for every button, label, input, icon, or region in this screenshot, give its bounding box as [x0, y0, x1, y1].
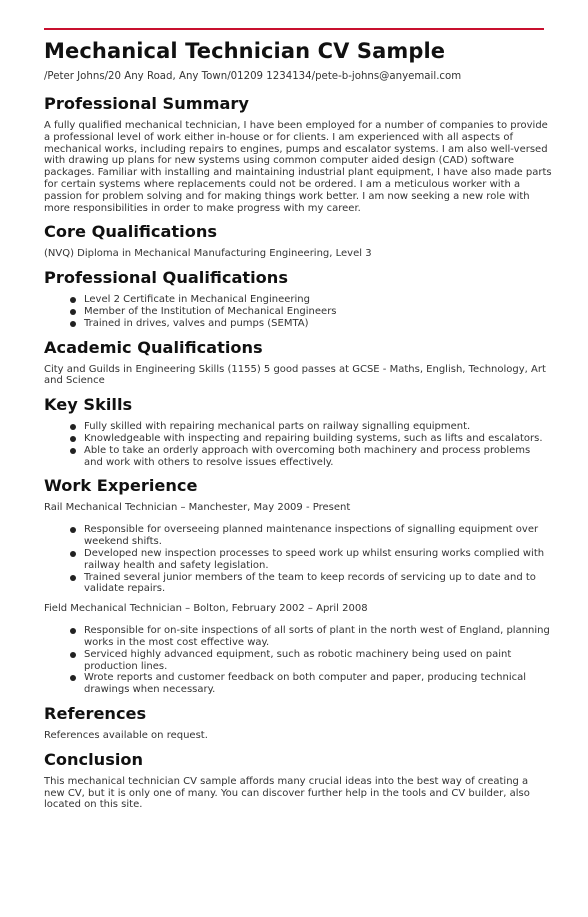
top-red-rule: [44, 28, 544, 30]
conclusion-text: This mechanical technician CV sample affords many crucial ideas into the best way of creating a new CV, but it is only one of many. You can discover further help in the tools and CV builder, also located on this site.: [44, 775, 530, 811]
section-heading: Professional Qualifications: [44, 268, 288, 288]
list-item: [84, 433, 552, 445]
bullet-icon: [70, 527, 76, 533]
list-item-text: Member of the Institution of Mechanical Engineers: [84, 305, 337, 317]
bullet-icon: [70, 436, 76, 442]
list-item: [84, 548, 552, 572]
bullet-icon: [70, 309, 76, 315]
bullet-icon: [70, 448, 76, 454]
section-academic-qualifications: [44, 338, 552, 388]
list-item-text: Fully skilled with repairing mechanical parts on railway signalling equipment.: [84, 421, 471, 433]
list-item: [84, 524, 552, 548]
professional-qualifications-list: [44, 294, 552, 329]
list-item: [84, 649, 552, 673]
core-qualification-text: (NVQ) Diploma in Mechanical Manufacturing Engineering, Level 3: [44, 248, 372, 260]
bullet-icon: [70, 628, 76, 634]
job-duties-list: [44, 524, 552, 595]
list-item-text: Responsible for on-site inspections of all sorts of plant in the north west of England, planning works in the most cost effective way.: [84, 625, 550, 648]
contact-details: /Peter Johns/20 Any Road, Any Town/01209 1234134/pete-b-johns@anyemail.com: [44, 71, 462, 82]
list-item-text: Trained several junior members of the team to keep records of servicing up to date and to validate repairs.: [84, 571, 536, 595]
list-item-text: Knowledgeable with inspecting and repairing building systems, such as lifts and escalators.: [84, 432, 543, 444]
section-heading: Work Experience: [44, 476, 198, 496]
bullet-icon: [70, 424, 76, 430]
section-professional-summary: [44, 94, 552, 214]
bullet-icon: [70, 551, 76, 557]
academic-qualifications-text: City and Guilds in Engineering Skills (1155) 5 good passes at GCSE - Maths, English, Technology, Art and Science: [44, 363, 546, 387]
bullet-icon: [70, 575, 76, 581]
section-heading: Conclusion: [44, 749, 144, 769]
section-heading: Core Qualifications: [44, 222, 217, 242]
cv-title: Mechanical Technician CV Sample: [44, 39, 446, 63]
list-item-text: Wrote reports and customer feedback on both computer and paper, producing technical drawings when necessary.: [84, 672, 527, 696]
list-item: [84, 294, 552, 306]
section-heading: Professional Summary: [44, 94, 249, 113]
section-references: [44, 704, 552, 742]
section-professional-qualifications: [44, 268, 552, 329]
list-item: [84, 572, 552, 596]
cv-content: [44, 94, 552, 819]
job-title-line: Field Mechanical Technician – Bolton, February 2002 – April 2008: [44, 603, 368, 615]
list-item: [84, 318, 552, 330]
list-item: [84, 625, 552, 649]
job-title-line: Rail Mechanical Technician – Manchester, May 2009 - Present: [44, 502, 351, 514]
list-item-text: Trained in drives, valves and pumps (SEMTA): [84, 317, 309, 329]
bullet-icon: [70, 321, 76, 327]
job-duties-list: [44, 625, 552, 696]
section-heading: Key Skills: [44, 395, 133, 415]
list-item: [84, 445, 552, 469]
section-heading: References: [44, 703, 147, 723]
list-item-text: Able to take an orderly approach with overcoming both machinery and process problems and work with others to resolve issues effectively.: [84, 444, 531, 468]
references-text: References available on request.: [44, 729, 208, 741]
list-item-text: Serviced highly advanced equipment, such as robotic machinery being used on paint production lines.: [84, 648, 512, 672]
summary-paragraph: A fully qualified mechanical technician, I have been employed for a number of companies to provide a professional level of work either in-house or for clients. I am experienced with all aspects of mechanical works, including repairs to engines, pumps and escalator systems. I am also well-versed with drawing up plans for new systems using common computer aided design (CAD) software packages. Familiar with installing and maintaining industrial plant equipment, I have also made parts for certain systems where replacements could not be ordered. I am a meticulous worker with a passion for problem solving and for making things work better. I am now seeking a new role with more responsibilities in order to make progress with my career.: [44, 120, 552, 214]
bullet-icon: [70, 675, 76, 681]
section-heading: Academic Qualifications: [44, 337, 263, 357]
list-item: [84, 306, 552, 318]
bullet-icon: [70, 297, 76, 303]
bullet-icon: [70, 652, 76, 658]
key-skills-list: [44, 421, 552, 468]
section-key-skills: [44, 395, 552, 468]
list-item: [84, 421, 552, 433]
list-item-text: Developed new inspection processes to speed work up whilst ensuring works complied with railway health and safety legislation.: [84, 547, 545, 571]
list-item: [84, 672, 552, 696]
list-item-text: Responsible for overseeing planned maintenance inspections of signalling equipment over weekend shifts.: [84, 524, 539, 548]
section-core-qualifications: [44, 222, 552, 260]
section-conclusion: [44, 750, 552, 811]
section-work-experience: [44, 476, 552, 696]
list-item-text: Level 2 Certificate in Mechanical Engineering: [84, 294, 310, 306]
